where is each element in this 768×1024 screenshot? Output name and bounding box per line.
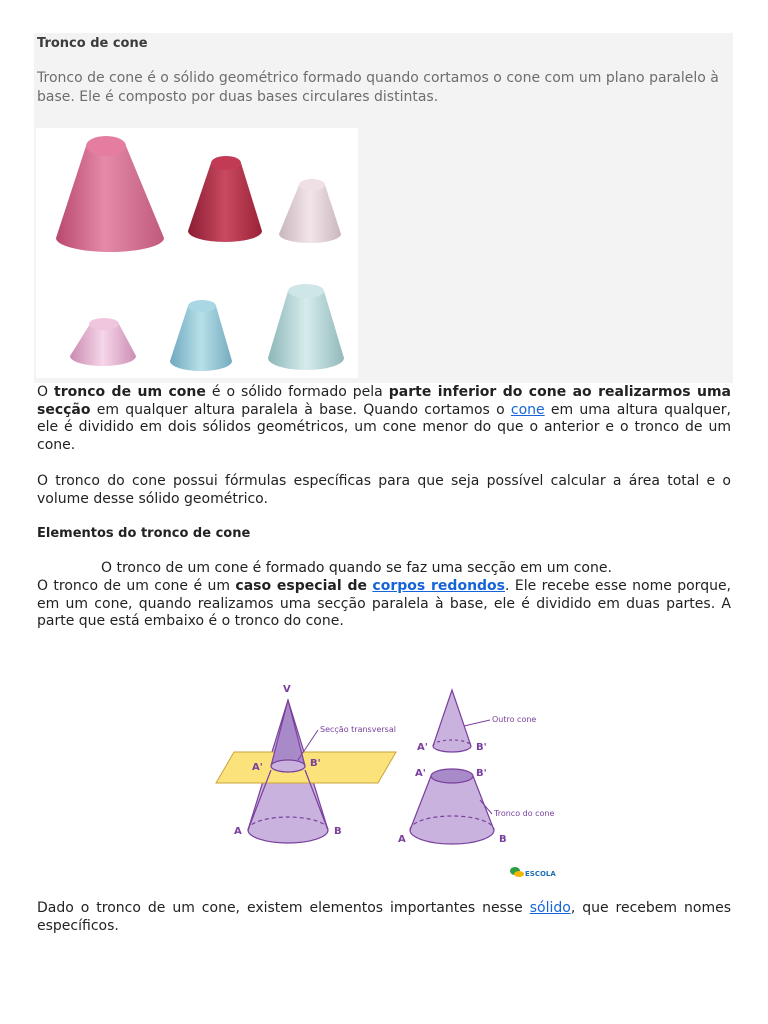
- figure-caption: [37, 560, 731, 576]
- paragraph-text: é o sólido formado pela: [205, 384, 389, 400]
- elements-heading: Elementos do tronco de cone: [37, 526, 251, 541]
- section-title: Tronco de cone: [37, 36, 148, 51]
- cone-link[interactable]: cone: [510, 401, 545, 418]
- label-b-prime-left: B': [310, 758, 321, 769]
- paragraph-text: O: [37, 384, 55, 400]
- intro-text: Tronco de cone é o sólido geométrico formado quando cortamos o cone com um plano paralelo à base. Ele é composto por duas bases circulares distintas.: [37, 70, 719, 105]
- paragraph-text: . Ele recebe esse nome porque, em um cone, quando realizamos uma secção paralela à base, ele é dividido em duas partes. A parte que está embaixo é o tronco do cone.: [37, 578, 732, 629]
- label-other-cone: Outro cone: [492, 715, 537, 724]
- frustum-teal: [268, 284, 344, 370]
- cone-with-plane: [216, 700, 396, 843]
- label-a-prime-top: A': [417, 742, 428, 753]
- paragraph-text: em qualquer altura paralela à base. Quando cortamos o: [90, 401, 511, 418]
- label-a-prime-bottom: A': [415, 768, 426, 779]
- frustum: [410, 769, 494, 844]
- bold-term: tronco de um cone: [54, 384, 206, 400]
- label-a-prime-left: A': [252, 762, 263, 773]
- paragraph-formulas: O tronco do cone possui fórmulas específicas para que seja possível calcular a área total e o volume desse sólido geométrico.: [37, 473, 731, 507]
- paragraph-elements: [37, 900, 731, 935]
- frustum-red: [188, 156, 262, 242]
- label-b-left: B: [334, 826, 342, 837]
- paragraph-text: , que recebem nomes específicos.: [37, 900, 731, 934]
- paragraph-definition: [37, 384, 731, 454]
- frustum-blue: [170, 300, 232, 371]
- label-b-prime-bottom: B': [476, 768, 487, 779]
- frustum-pink-large: [56, 136, 164, 252]
- label-a-left: A: [234, 826, 242, 837]
- solid-link[interactable]: sólido: [529, 900, 571, 916]
- paragraph-text: Dado o tronco de um cone, existem elementos importantes nesse: [37, 900, 530, 916]
- label-v: V: [283, 684, 291, 695]
- caption-text: O tronco de um cone é formado quando se faz uma secção em um cone.: [101, 560, 612, 576]
- label-b-right: B: [499, 834, 507, 845]
- logo-text: ESCOLA: [525, 870, 556, 878]
- frustum-light: [279, 179, 341, 243]
- label-b-prime-top: B': [476, 742, 487, 753]
- label-section: Secção transversal: [320, 725, 396, 734]
- cones-photo: [36, 128, 358, 378]
- bold-term: parte inferior do cone ao realizarmos uma secção: [37, 384, 732, 418]
- paragraph-special-case: [37, 578, 731, 631]
- frustum-diagram: [212, 678, 572, 883]
- round-bodies-link[interactable]: corpos redondos: [372, 578, 506, 594]
- bold-term: caso especial de: [235, 578, 367, 594]
- frustum-lilac: [70, 318, 136, 366]
- paragraph-text: em uma altura qualquer, ele é dividido em dois sólidos geométricos, um cone menor do que o anterior e o tronco de um cone.: [37, 401, 731, 453]
- label-a-right: A: [398, 834, 406, 845]
- brasil-escola-logo: [510, 867, 556, 878]
- paragraph-text: O tronco de um cone é um: [37, 578, 236, 594]
- label-frustum: Tronco do cone: [494, 809, 555, 818]
